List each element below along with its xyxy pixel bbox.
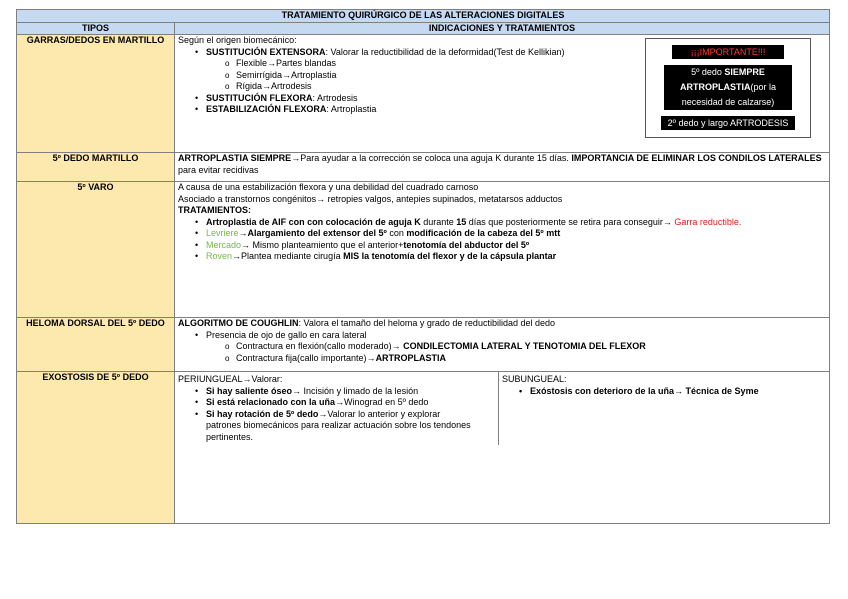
periungueal-title: PERIUNGUEAL→Valorar: bbox=[178, 374, 283, 384]
list-item: • Levriere→Alargamiento del extensor del 5º con modificación de la cabeza del 5º mtt bbox=[206, 228, 826, 240]
quinto-content: ARTROPLASTIA SIEMPRE→Para ayudar a la corrección se coloca una aguja K durante 15 días. IMPORTANCIA DE ELIMINAR LOS CONDILOS LATERALES para evitar recidivas bbox=[175, 153, 830, 182]
list-item: • Artroplastia de AIF con con colocación de aguja K durante 15 días que posteriormente se retira para conseguir→ Garra reductible. bbox=[206, 217, 826, 229]
varo-associated: Asociado a transtornos congénitos→ retropies valgos, antepies supinados, metatarsos adductos bbox=[178, 193, 563, 204]
heloma-list bbox=[178, 330, 826, 365]
sublist bbox=[206, 341, 826, 364]
varo-treatments bbox=[178, 217, 826, 263]
tipo-quinto-martillo: 5º DEDO MARTILLO bbox=[17, 153, 175, 182]
header-indicaciones: INDICACIONES Y TRATAMIENTOS bbox=[175, 22, 830, 35]
list-item: o Rígida→Artrodesis bbox=[236, 81, 826, 93]
list-item: • Presencia de ojo de gallo en cara lateral o Contractura en flexión(callo moderado)→ CONDILECTOMIA LATERAL Y TENOTOMIA DEL FLEXOR o Contractura fija(callo importante)→ARTROPLASTIA bbox=[206, 330, 826, 365]
tipo-heloma: HELOMA DORSAL DEL 5º DEDO bbox=[17, 318, 175, 372]
tipo-varo: 5º VARO bbox=[17, 182, 175, 318]
header-tipos: TIPOS bbox=[17, 22, 175, 35]
list-item: o Flexible→Partes blandas bbox=[236, 58, 826, 70]
varo-treatments-title: TRATAMIENTOS: bbox=[178, 205, 251, 215]
varo-cause: A causa de una estabilización flexora y una debilidad del cuadrado carnoso bbox=[178, 182, 479, 192]
list-item: • SUSTITUCIÓN EXTENSORA: Valorar la reductibilidad de la deformidad(Test de Kellikian) o Flexible→Partes blandas o Semirrígida→Artroplastia o Rígida→Artrodesis bbox=[206, 47, 826, 93]
list-item: o Semirrígida→Artroplastia bbox=[236, 70, 826, 82]
table-title: TRATAMIENTO QUIRÚRGICO DE LAS ALTERACIONES DIGITALES bbox=[17, 10, 830, 23]
important-note-5: 5º dedo SIEMPRE ARTROPLASTIA(por la necesidad de calzarse) bbox=[664, 65, 792, 110]
list-item: • Mercado→ Mismo planteamiento que el anterior+tenotomía del abductor del 5º bbox=[206, 240, 826, 252]
list-item: • Si está relacionado con la uña→Winograd en 5º dedo bbox=[206, 397, 475, 409]
heloma-algorithm: ALGORITMO DE COUGHLIN: Valora el tamaño del heloma y grado de reductibilidad del dedo bbox=[178, 318, 555, 328]
subungueal-panel bbox=[499, 372, 829, 445]
list-item: • Si hay saliente óseo→ Incisión y limado de la lesión bbox=[206, 386, 475, 398]
list-item: o Contractura en flexión(callo moderado)→ CONDILECTOMIA LATERAL Y TENOTOMIA DEL FLEXOR bbox=[236, 341, 826, 353]
subungueal-list bbox=[502, 386, 826, 398]
garras-intro: Según el origen biomecánico: bbox=[178, 35, 297, 45]
subungueal-title: SUBUNGUEAL: bbox=[502, 374, 567, 384]
heloma-content bbox=[175, 318, 830, 372]
tipo-exostosis: EXOSTOSIS DE 5º DEDO bbox=[17, 372, 175, 524]
periungueal-list bbox=[178, 386, 495, 444]
list-item: • ESTABILIZACIÓN FLEXORA: Artroplastia bbox=[206, 104, 826, 116]
list-item: • SUSTITUCIÓN FLEXORA: Artrodesis bbox=[206, 93, 826, 105]
tipo-garras: GARRAS/DEDOS EN MARTILLO bbox=[17, 35, 175, 153]
list-item: • Exóstosis con deterioro de la uña→ Técnica de Syme bbox=[530, 386, 826, 398]
list-item: • Si hay rotación de 5º dedo→Valorar lo anterior y explorar patrones biomecánicos para realizar actuación sobre los tendones pertinentes. bbox=[206, 409, 475, 444]
list-item: o Contractura fija(callo importante)→ARTROPLASTIA bbox=[236, 353, 826, 365]
important-title: ¡¡¡IMPORTANTE!!! bbox=[672, 45, 784, 59]
exostosis-split bbox=[175, 372, 829, 445]
garras-content bbox=[175, 35, 830, 153]
treatment-table bbox=[16, 9, 830, 524]
periungueal-panel bbox=[175, 372, 499, 445]
list-item: • Roven→Plantea mediante cirugía MIS la tenotomía del flexor y de la cápsula plantar bbox=[206, 251, 826, 263]
important-note-2: 2º dedo y largo ARTRODESIS bbox=[661, 116, 795, 130]
varo-content bbox=[175, 182, 830, 318]
important-box bbox=[645, 38, 811, 138]
exostosis-content bbox=[175, 372, 830, 524]
